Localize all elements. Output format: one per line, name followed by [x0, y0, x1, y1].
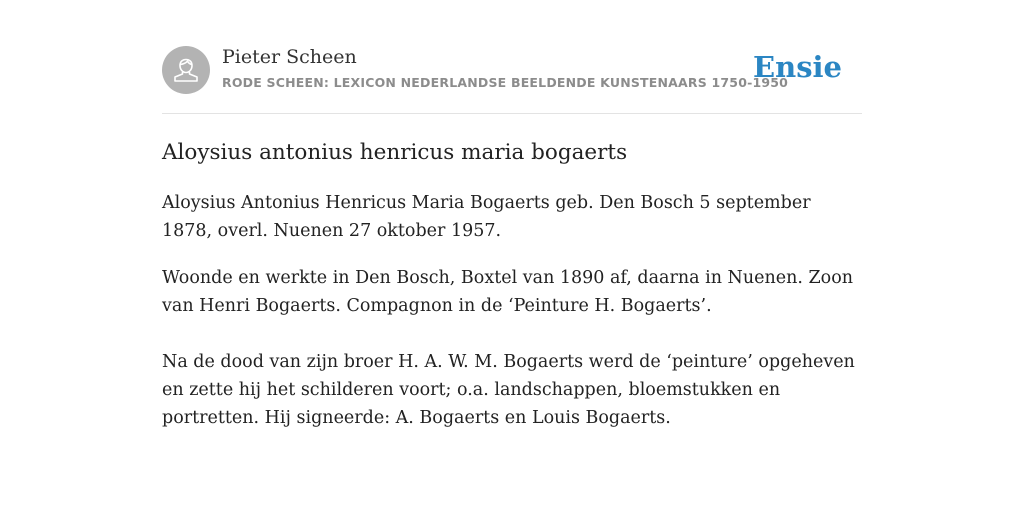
ensie-logo[interactable]: Ensie: [753, 50, 842, 84]
author-name[interactable]: Pieter Scheen: [222, 46, 357, 68]
article-paragraph-3: Na de dood van zijn broer H. A. W. M. Bogaerts werd de ‘peinture’ opgeheven en zette hij het schilderen voort; o.a. landschappen, bloemstukken en portretten. Hij signeerde: A. Bogaerts en Louis Bogaerts.: [162, 352, 855, 428]
user-icon: [171, 55, 201, 85]
article-paragraph-2: Woonde en werkte in Den Bosch, Boxtel van 1890 af, daarna in Nuenen. Zoon van Henri Bogaerts. Compagnon in de ‘Peinture H. Bogaerts’.: [162, 268, 854, 316]
article-paragraph-1: Aloysius Antonius Henricus Maria Bogaerts geb. Den Bosch 5 september 1878, overl. Nuenen 27 oktober 1957.: [162, 193, 811, 241]
page-container: [162, 46, 862, 432]
author-avatar[interactable]: [162, 46, 210, 94]
article-title: Aloysius antonius henricus maria bogaerts: [162, 140, 628, 165]
article-header: [162, 46, 862, 114]
source-label[interactable]: RODE SCHEEN: LEXICON NEDERLANDSE BEELDENDE KUNSTENAARS 1750-1950: [222, 75, 789, 90]
